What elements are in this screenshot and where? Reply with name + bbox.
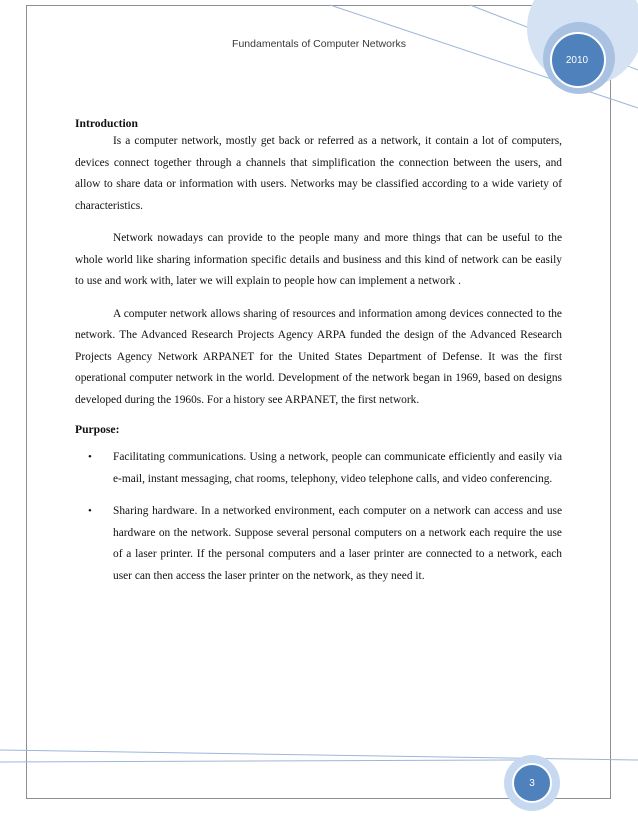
list-item — [75, 501, 562, 587]
document-body — [75, 116, 562, 598]
bullet-icon: • — [88, 505, 92, 517]
paragraph-1: Is a computer network, mostly get back or referred as a network, it contain a lot of computers, devices connect together through a channels that simplification the connection between the users, and allow to share data or information with users. Networks may be classified according to a wide variety of characteristics. — [75, 135, 562, 212]
paragraph-3: A computer network allows sharing of resources and information among devices connected to the network. The Advanced Research Projects Agency ARPA funded the design of the Advanced Research Projects Agency Network ARPANET for the United States Department of Defense. It was the first operational computer network in the world. Development of the network began in 1969, based on designs developed during the 1960s. For a history see ARPANET, the first network. — [75, 307, 562, 406]
intro-heading: Introduction — [75, 117, 138, 130]
header-year: 2010 — [565, 55, 589, 66]
paragraph-2: Network nowadays can provide to the people many and more things that can be useful to the whole world like sharing information specific details and business and this kind of network can be easily to use and work with, later we will explain to people how can implement a network . — [75, 232, 562, 287]
page-number: 3 — [529, 778, 535, 789]
list-item-text: Facilitating communications. Using a network, people can communicate efficiently and easily via e-mail, instant messaging, chat rooms, telephony, video telephone calls, and video conferencing. — [113, 451, 562, 485]
purpose-heading: Purpose: — [75, 423, 120, 436]
list-item — [75, 447, 562, 490]
header-title: Fundamentals of Computer Networks — [232, 38, 406, 50]
list-item-text: Sharing hardware. In a networked environment, each computer on a network can access and use hardware on the network. Suppose several personal computers on a network each require the use of a laser printer. If the personal computers and a laser printer are connected to a network, each user can then access the laser printer on the network, as they need it. — [113, 505, 562, 582]
bullet-icon: • — [88, 451, 92, 463]
footer-deco-line-2 — [0, 760, 520, 762]
purpose-list — [75, 447, 562, 587]
